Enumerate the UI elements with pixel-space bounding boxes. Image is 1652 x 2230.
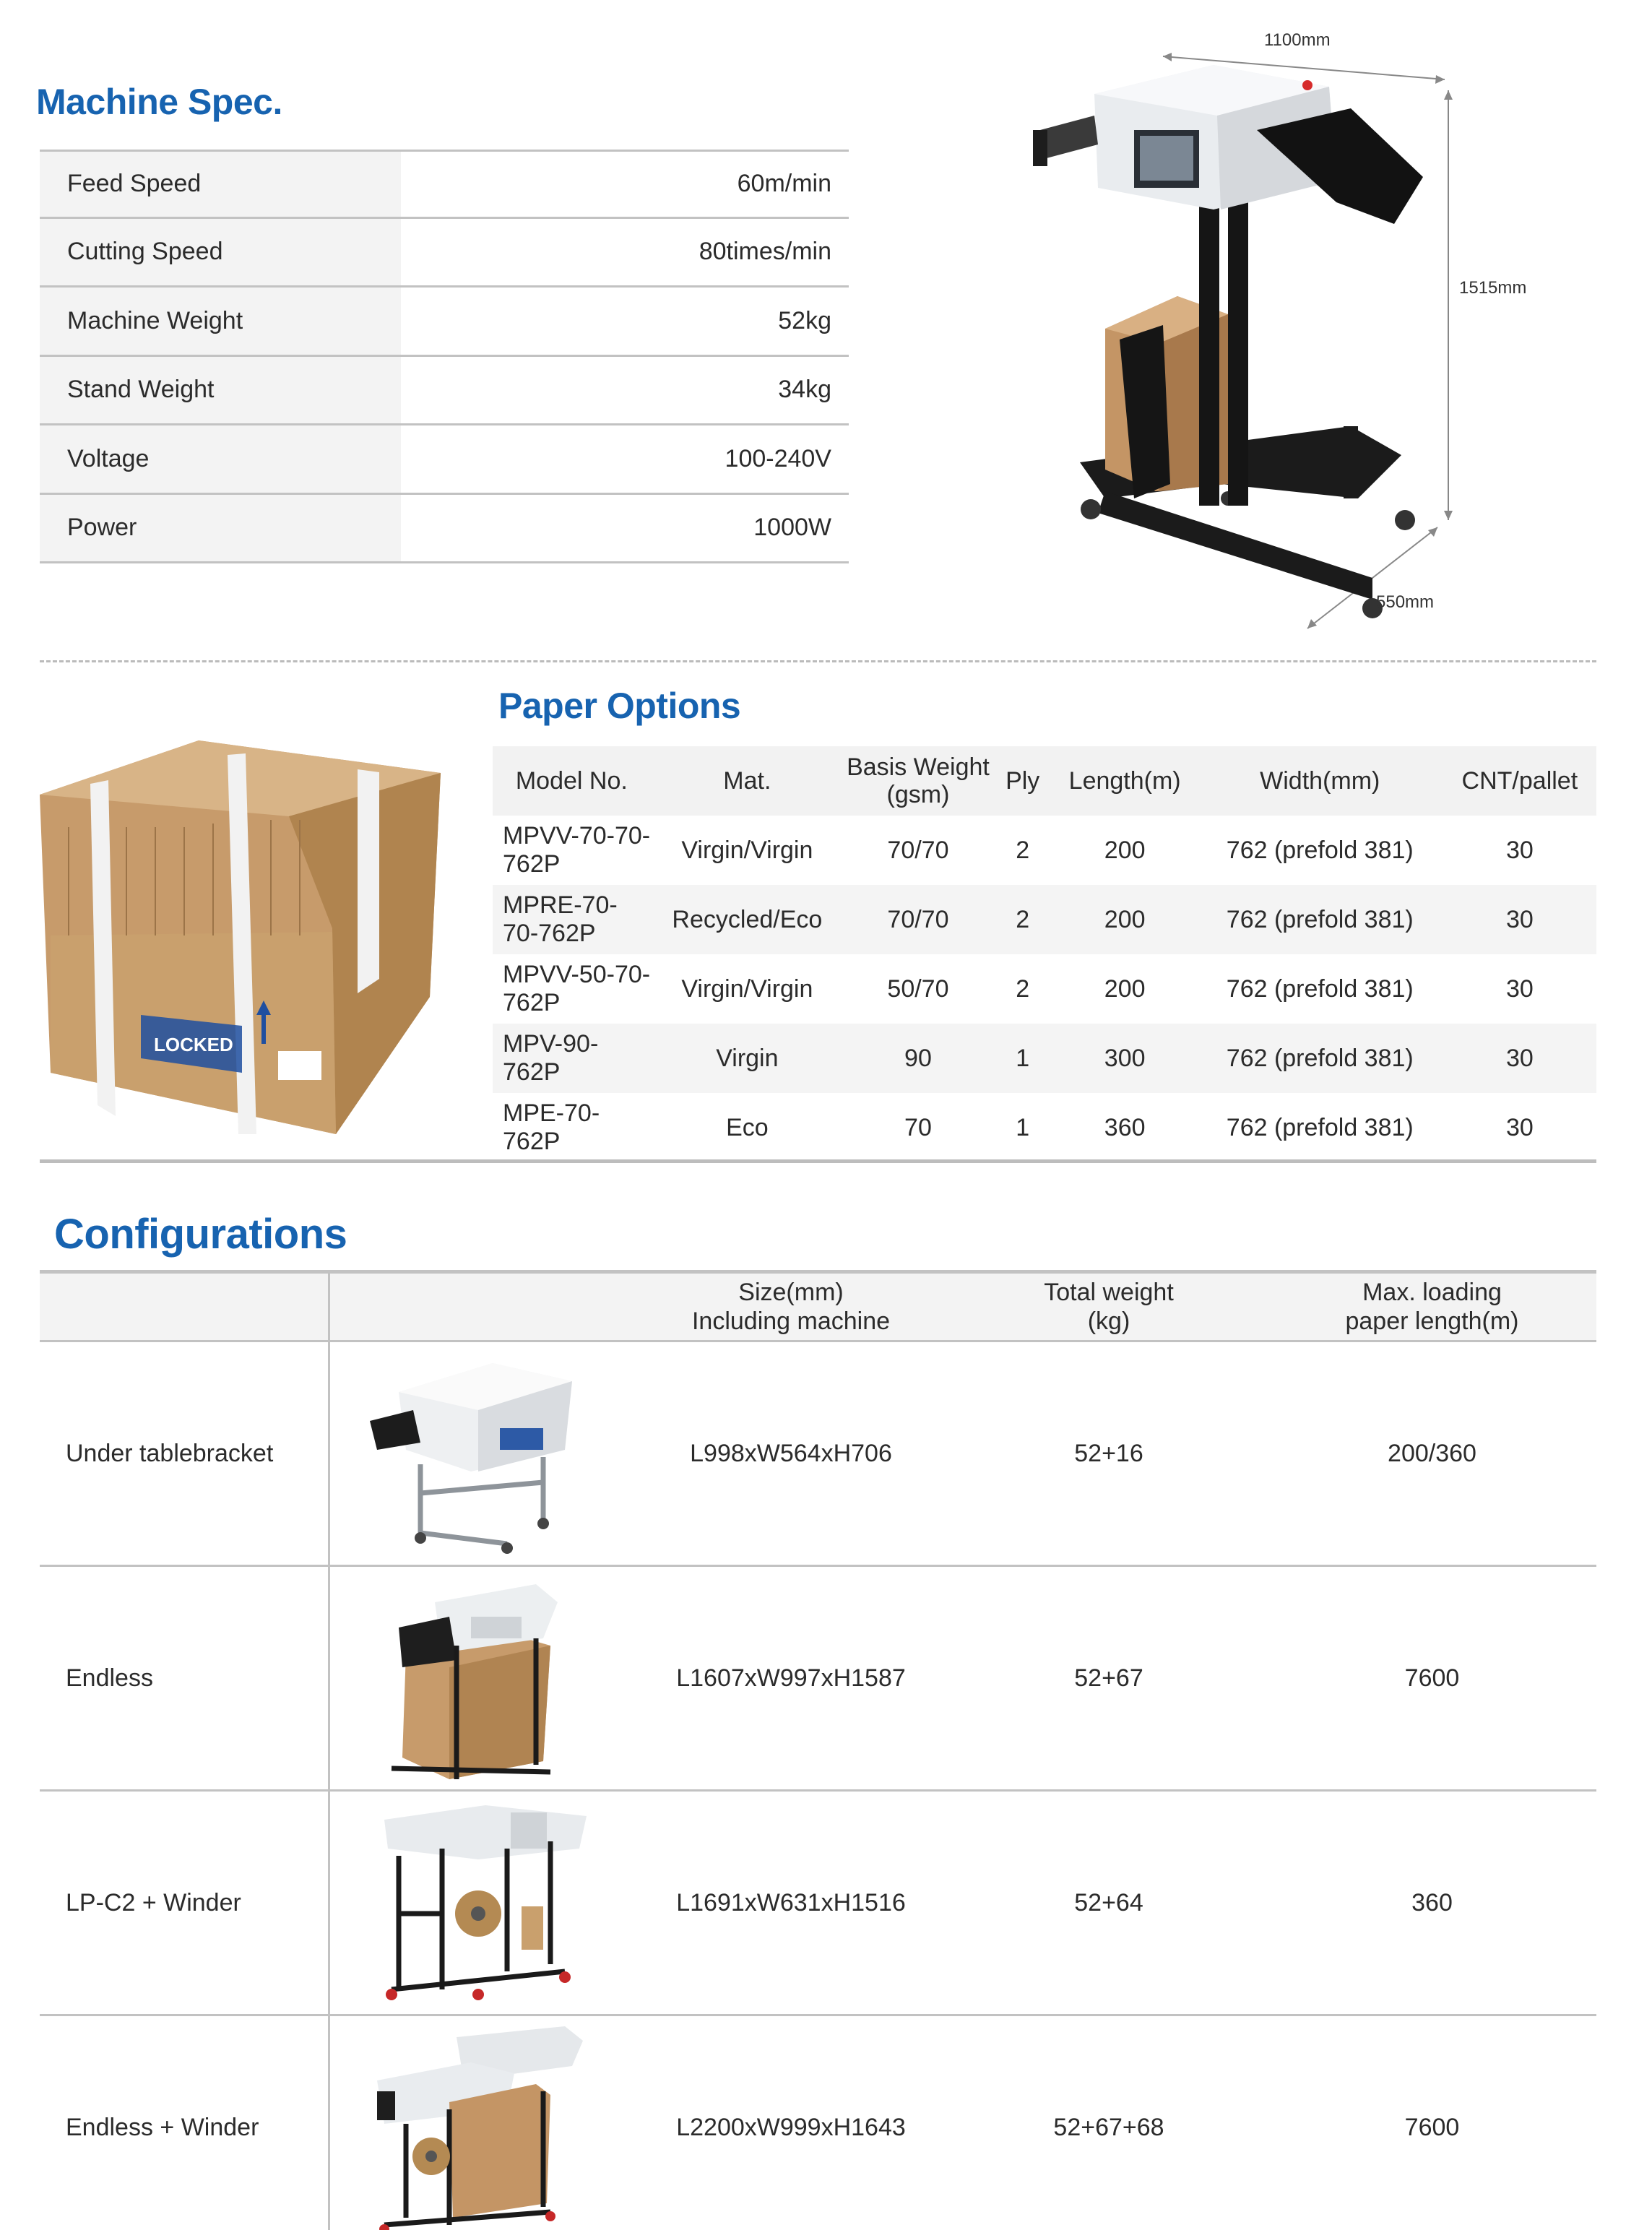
- cell-cnt: 30: [1505, 836, 1534, 864]
- spec-value: 52kg: [401, 288, 849, 355]
- cell-length: 200: [1104, 836, 1146, 864]
- spec-value: 100-240V: [401, 425, 849, 493]
- spec-label: Power: [40, 495, 401, 562]
- col-max-loading-line1: Max. loading: [1362, 1279, 1502, 1306]
- cell-cnt: 30: [1443, 1024, 1596, 1093]
- cell-width: 762 (prefold 381): [1226, 1113, 1414, 1141]
- col-mat: Mat.: [651, 746, 844, 816]
- spec-value: 80times/min: [401, 219, 849, 286]
- cell-width: 762 (prefold 381): [1197, 1024, 1443, 1093]
- config-image-cell: [329, 1566, 632, 1791]
- paper-options-table: [493, 746, 1596, 1162]
- cell-width: 762 (prefold 381): [1197, 885, 1443, 954]
- cell-mat: Virgin: [651, 1024, 844, 1093]
- config-weight: 52+67: [950, 1566, 1268, 1791]
- table-row: [493, 954, 1596, 1024]
- paper-table-bottom-rule: [40, 1159, 1596, 1163]
- cell-ply: 2: [1016, 974, 1030, 1003]
- machine-spec-title: Machine Spec.: [36, 82, 282, 122]
- config-size: L1607xW997xH1587: [632, 1566, 950, 1791]
- config-weight: 52+64: [950, 1791, 1268, 2015]
- col-total-weight: [950, 1272, 1268, 1341]
- section-divider: [40, 660, 1596, 662]
- config-length: 7600: [1268, 2015, 1596, 2230]
- col-ply: Ply: [993, 746, 1053, 816]
- cell-length: 360: [1104, 1113, 1146, 1141]
- col-max-loading: [1268, 1272, 1596, 1341]
- spec-value: 60m/min: [401, 152, 849, 217]
- configurations-title: Configurations: [54, 1211, 347, 1258]
- cell-basis: 70/70: [844, 885, 993, 954]
- cell-length: 200: [1104, 974, 1146, 1003]
- table-header-row: [493, 746, 1596, 816]
- col-size-line1: Size(mm): [738, 1279, 844, 1306]
- cell-model: MPVV-50-70-762P: [503, 961, 651, 1016]
- col-size: [632, 1272, 950, 1341]
- cell-cnt: 30: [1443, 885, 1596, 954]
- table-row: [40, 2015, 1596, 2230]
- col-cnt: CNT/pallet: [1443, 746, 1596, 816]
- cell-mat: Recycled/Eco: [651, 885, 844, 954]
- cell-mat: Virgin/Virgin: [681, 974, 813, 1003]
- table-row: [493, 1093, 1596, 1162]
- configurations-table: [40, 1270, 1596, 2230]
- col-config-image: [329, 1272, 632, 1341]
- config-name: Endless: [40, 1566, 329, 1791]
- config-weight: 52+67+68: [950, 2015, 1268, 2230]
- col-basis-weight: [844, 746, 993, 816]
- table-row: [493, 885, 1596, 954]
- config-name: LP-C2 + Winder: [40, 1791, 329, 2015]
- spec-value: 1000W: [401, 495, 849, 562]
- cell-model: MPRE-70-70-762P: [493, 885, 651, 954]
- paper-options-title: Paper Options: [498, 686, 741, 726]
- cell-cnt: 30: [1505, 974, 1534, 1003]
- col-model: Model No.: [493, 746, 651, 816]
- cell-cnt: 30: [1505, 1113, 1534, 1141]
- col-total-weight-line1: Total weight: [1044, 1279, 1174, 1306]
- config-image-cell: [329, 1341, 632, 1566]
- config-size: L2200xW999xH1643: [632, 2015, 950, 2230]
- cell-ply: 1: [993, 1024, 1053, 1093]
- cell-ply: 1: [1016, 1113, 1030, 1141]
- spec-row: [40, 495, 849, 564]
- spec-label: Voltage: [40, 425, 401, 493]
- cell-ply: 2: [1016, 836, 1030, 864]
- col-width: Width(mm): [1197, 746, 1443, 816]
- spec-label: Stand Weight: [40, 357, 401, 424]
- endless-config-image: [370, 1573, 587, 1783]
- config-weight: 52+16: [950, 1341, 1268, 1566]
- spec-row: [40, 288, 849, 357]
- under-table-bracket-image: [370, 1349, 587, 1558]
- spec-label: Machine Weight: [40, 288, 401, 355]
- cell-width: 762 (prefold 381): [1226, 974, 1414, 1003]
- col-total-weight-line2: (kg): [1087, 1308, 1130, 1335]
- config-size: L1691xW631xH1516: [632, 1791, 950, 2015]
- col-basis-weight-line1: Basis Weight: [847, 753, 990, 781]
- config-length: 7600: [1268, 1566, 1596, 1791]
- cell-model: MPV-90-762P: [493, 1024, 651, 1093]
- cell-mat: Eco: [726, 1113, 769, 1141]
- cell-basis: 70/70: [887, 836, 949, 864]
- height-dimension-label: 1515mm: [1459, 278, 1527, 298]
- config-image-cell: [329, 2015, 632, 2230]
- table-header-row: [40, 1272, 1596, 1341]
- config-image-cell: [329, 1791, 632, 2015]
- cell-basis: 50/70: [887, 974, 949, 1003]
- cell-length: 200: [1052, 885, 1196, 954]
- spec-row: [40, 150, 849, 219]
- cell-width: 762 (prefold 381): [1226, 836, 1414, 864]
- lp-c2-winder-image: [370, 1798, 587, 2008]
- cell-model: MPE-70-762P: [503, 1099, 600, 1155]
- config-size: L998xW564xH706: [632, 1341, 950, 1566]
- depth-dimension-label: 550mm: [1376, 592, 1435, 612]
- cell-mat: Virgin/Virgin: [681, 836, 813, 864]
- spec-value: 34kg: [401, 357, 849, 424]
- machine-illustration: [1011, 22, 1604, 643]
- spec-label: Cutting Speed: [40, 219, 401, 286]
- config-name: Endless + Winder: [40, 2015, 329, 2230]
- table-row: [40, 1566, 1596, 1791]
- config-length: 200/360: [1268, 1341, 1596, 1566]
- col-length: Length(m): [1052, 746, 1196, 816]
- spec-row: [40, 357, 849, 426]
- paper-box-image: [40, 740, 455, 1134]
- spec-row: [40, 425, 849, 495]
- col-config-name: [40, 1272, 329, 1341]
- paper-box-illustration: [40, 740, 455, 1134]
- cell-ply: 2: [993, 885, 1053, 954]
- col-basis-weight-line2: (gsm): [886, 781, 950, 808]
- machine-spec-table: [40, 150, 849, 563]
- paper-machine-image: [1011, 22, 1604, 643]
- cell-length: 300: [1052, 1024, 1196, 1093]
- spec-row: [40, 219, 849, 288]
- table-row: [40, 1791, 1596, 2015]
- table-row: [493, 816, 1596, 885]
- cell-model: MPVV-70-70-762P: [503, 822, 651, 878]
- cell-basis: 70: [904, 1113, 932, 1141]
- config-length: 360: [1268, 1791, 1596, 2015]
- endless-winder-image: [370, 2023, 587, 2230]
- width-dimension-label: 1100mm: [1264, 30, 1331, 50]
- config-name: Under tablebracket: [40, 1341, 329, 1566]
- cell-basis: 90: [844, 1024, 993, 1093]
- col-size-line2: Including machine: [691, 1308, 891, 1335]
- col-max-loading-line2: paper length(m): [1345, 1308, 1519, 1335]
- table-row: [40, 1341, 1596, 1566]
- box-brand-text: LOCKED: [154, 1034, 233, 1055]
- table-row: [493, 1024, 1596, 1093]
- spec-label: Feed Speed: [40, 152, 401, 217]
